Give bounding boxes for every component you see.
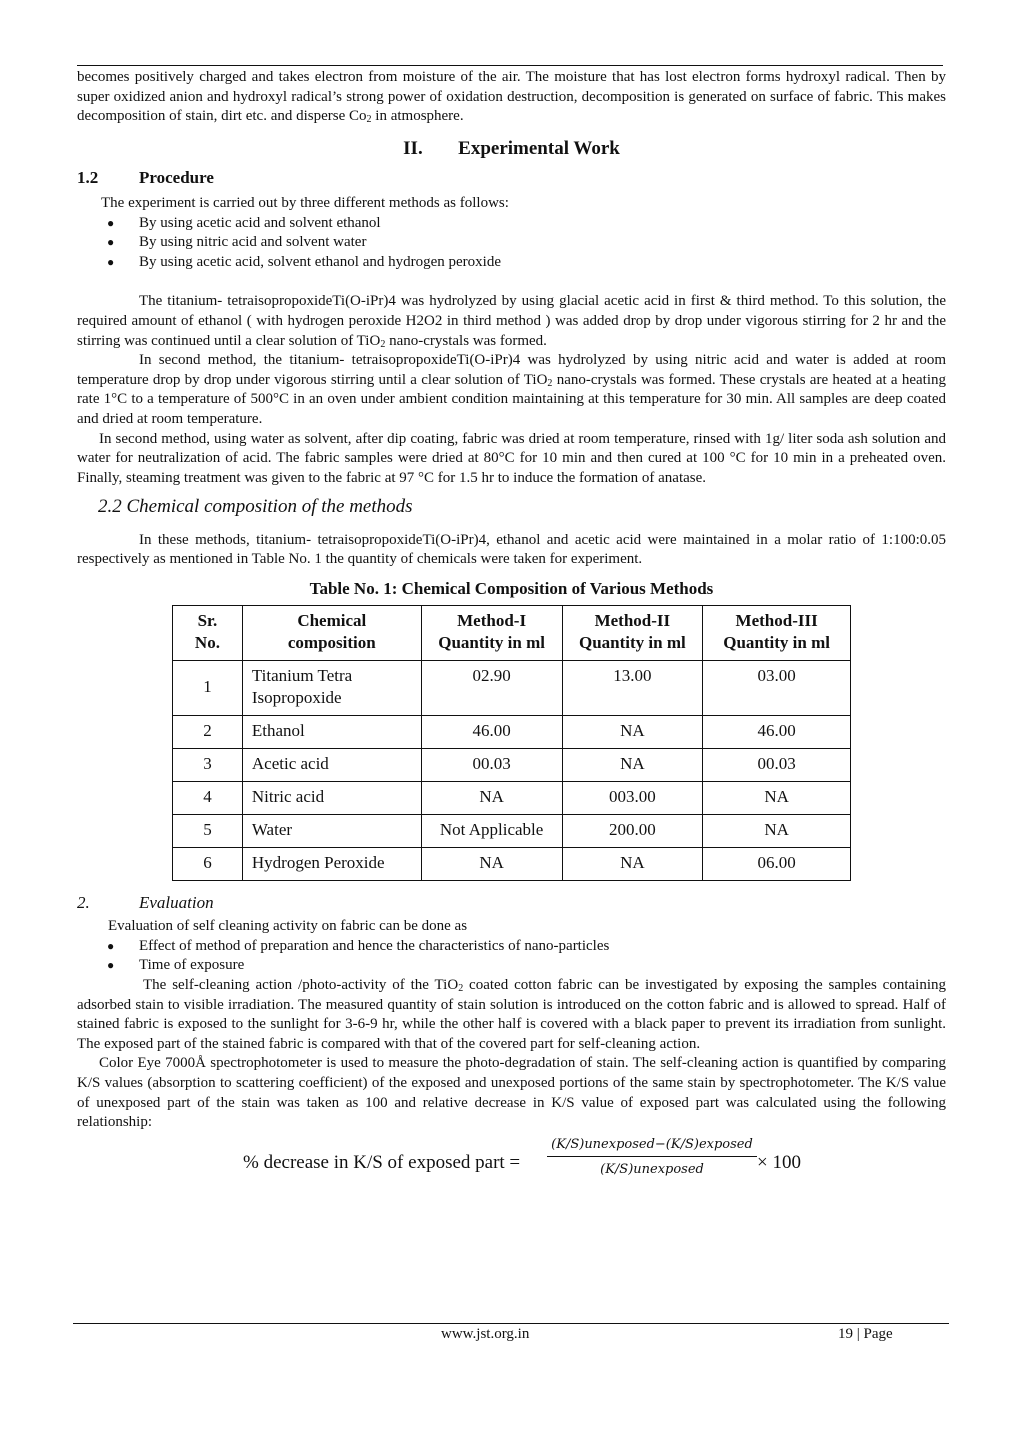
evaluation-list	[77, 937, 946, 976]
cell-sr: 3	[173, 748, 243, 781]
header-method-1: Method-I Quantity in ml	[421, 605, 562, 660]
cell-method-2: NA	[562, 748, 703, 781]
procedure-lead: The experiment is carried out by three different methods as follows:	[101, 194, 509, 211]
section-title: Experimental Work	[458, 137, 620, 159]
page-number: 19 | Page	[838, 1326, 893, 1342]
cell-method-3: NA	[703, 781, 851, 814]
table-row	[173, 847, 851, 880]
cell-sr: 5	[173, 814, 243, 847]
list-item: ● By using acetic acid, solvent ethanol and hydrogen peroxide	[107, 253, 946, 273]
article-body	[77, 68, 946, 1191]
cell-chemical: Ethanol	[242, 715, 421, 748]
list-item: ● Effect of method of preparation and hence the characteristics of nano-particles	[107, 937, 946, 957]
ks-formula	[77, 1135, 946, 1191]
table-row	[173, 715, 851, 748]
cell-method-3: 46.00	[703, 715, 851, 748]
cell-method-2: 003.00	[562, 781, 703, 814]
procedure-paragraph-2: In second method, the titanium- tetraisopropoxideTi(O-iPr)4 was hydrolyzed by using nitric acid and water is added at room temperature drop by drop under vigorous stirring until a clear solution of TiO$_2$ nano-crystals was formed. These crystals are heated at a heating rate 1°C to a temperature of 500°C in an oven under ambient condition maintaining at this temperature for 30 min. All samples are deep coated and dried at room temperature.	[77, 352, 947, 427]
evaluation-heading	[77, 893, 946, 913]
cell-method-1: 46.00	[421, 715, 562, 748]
header-chemical: Chemical composition	[242, 605, 421, 660]
formula-lhs: % decrease in K/S of exposed part =	[243, 1151, 521, 1173]
table-header-row	[173, 605, 851, 660]
list-item: ● Time of exposure	[107, 956, 946, 976]
procedure-title: Procedure	[139, 168, 214, 188]
evaluation-title: Evaluation	[139, 892, 214, 912]
cell-method-3: 06.00	[703, 847, 851, 880]
procedure-number: 1.2	[77, 168, 99, 188]
cell-method-1: NA	[421, 847, 562, 880]
cell-method-1: 02.90	[421, 660, 562, 715]
evaluation-paragraph-2: Color Eye 7000Å spectrophotometer is used to measure the photo-degradation of stain. The self-cleaning action is quantified by comparing K/S values (absorption to scattering coefficient) of the exposed and unexposed portions of the same stain by spectrophotometer. The K/S value of unexposed part of the stain was taken as 100 and relative decrease in K/S value of exposed part was calculated using the following relationship:	[77, 1055, 946, 1131]
cell-sr: 1	[173, 660, 243, 715]
formula-rhs: × 100	[757, 1151, 801, 1173]
table-row	[173, 660, 851, 715]
cell-sr: 4	[173, 781, 243, 814]
cell-method-1: 00.03	[421, 748, 562, 781]
footer-rule	[73, 1323, 949, 1324]
cell-chemical: Acetic acid	[242, 748, 421, 781]
cell-method-3: 00.03	[703, 748, 851, 781]
evaluation-number: 2.	[77, 892, 90, 912]
cell-chemical: Hydrogen Peroxide	[242, 847, 421, 880]
cell-chemical: Water	[242, 814, 421, 847]
chem-paragraph: In these methods, titanium- tetraisopropoxideTi(O-iPr)4, ethanol and acetic acid were maintained in a molar ratio of 1:100:0.05 respectively as mentioned in Table No. 1 the quantity of chemicals were taken for experiment.	[77, 531, 946, 568]
cell-chemical: Nitric acid	[242, 781, 421, 814]
section-heading	[77, 139, 946, 159]
cell-method-3: NA	[703, 814, 851, 847]
formula-numerator: (K/S)unexposed−(K/S)exposed	[547, 1135, 757, 1158]
intro-paragraph: becomes positively charged and takes electron from moisture of the air. The moisture that has lost electron forms hydroxyl radical. Then by super oxidized anion and hydroxyl radical’s strong power of oxidation destruction, decomposition is generated on surface of fabric. This makes decomposition of stain, dirt etc. and disperse $Co_2$ in atmosphere.	[77, 69, 946, 126]
table-row	[173, 781, 851, 814]
cell-method-3: 03.00	[703, 660, 851, 715]
cell-chemical: Titanium Tetra Isopropoxide	[242, 660, 421, 715]
table-row	[173, 814, 851, 847]
cell-method-2: NA	[562, 715, 703, 748]
formula-denominator: (K/S)unexposed	[600, 1162, 704, 1178]
procedure-heading	[77, 168, 946, 188]
evaluation-paragraph-1: The self-cleaning action /photo-activity of the TiO$_2$ coated cotton fabric can be investigated by exposing the samples containing adsorbed stain to visible irradiation. The measured quantity of stain solution is introduced on the cotton fabric and is allowed to spread. Half of stained fabric is exposed to the sunlight for 3-6-9 hr, while the other half is covered with a black paper to prevent its irradiation from sunlight. The exposed part of the stained fabric is compared with that of the covered part for self-cleaning action.	[77, 977, 946, 1052]
section-number: II.	[403, 137, 423, 159]
header-method-3: Method-III Quantity in ml	[703, 605, 851, 660]
cell-sr: 6	[173, 847, 243, 880]
composition-table	[172, 605, 851, 881]
cell-method-1: Not Applicable	[421, 814, 562, 847]
evaluation-lead: Evaluation of self cleaning activity on fabric can be done as	[108, 918, 468, 935]
cell-method-1: NA	[421, 781, 562, 814]
cell-method-2: 13.00	[562, 660, 703, 715]
procedure-paragraph-1: The titanium- tetraisopropoxideTi(O-iPr)4 was hydrolyzed by using glacial acetic acid in first & third method. To this solution, the required amount of ethanol ( with hydrogen peroxide H2O2 in third method ) was added drop by drop under vigorous stirring for 2 hr and the stirring was continued until a clear solution of TiO$_2$ nano-crystals was formed.	[77, 293, 946, 350]
header-rule	[77, 65, 943, 66]
cell-sr: 2	[173, 715, 243, 748]
list-item: ● By using nitric acid and solvent water	[107, 233, 946, 253]
methods-list	[77, 214, 946, 273]
formula-fraction	[547, 1135, 757, 1180]
table-title: Table No. 1: Chemical Composition of Various Methods	[309, 579, 714, 599]
footer-url: www.jst.org.in	[441, 1326, 530, 1342]
chem-heading: 2.2 Chemical composition of the methods	[98, 496, 413, 518]
list-item: ● By using acetic acid and solvent ethanol	[107, 214, 946, 234]
procedure-paragraph-3: In second method, using water as solvent, after dip coating, fabric was dried at room temperature, rinsed with 1g/ liter soda ash solution and water for neutralization of acid. The fabric samples were dried at 80°C for 10 min and then cured at 100 °C for 10 min in a preheated oven. Finally, steaming treatment was given to the fabric at 97 °C for 1.5 hr to induce the formation of anatase.	[77, 430, 946, 486]
table-row	[173, 748, 851, 781]
cell-method-2: 200.00	[562, 814, 703, 847]
header-sr: Sr. No.	[173, 605, 243, 660]
header-method-2: Method-II Quantity in ml	[562, 605, 703, 660]
cell-method-2: NA	[562, 847, 703, 880]
